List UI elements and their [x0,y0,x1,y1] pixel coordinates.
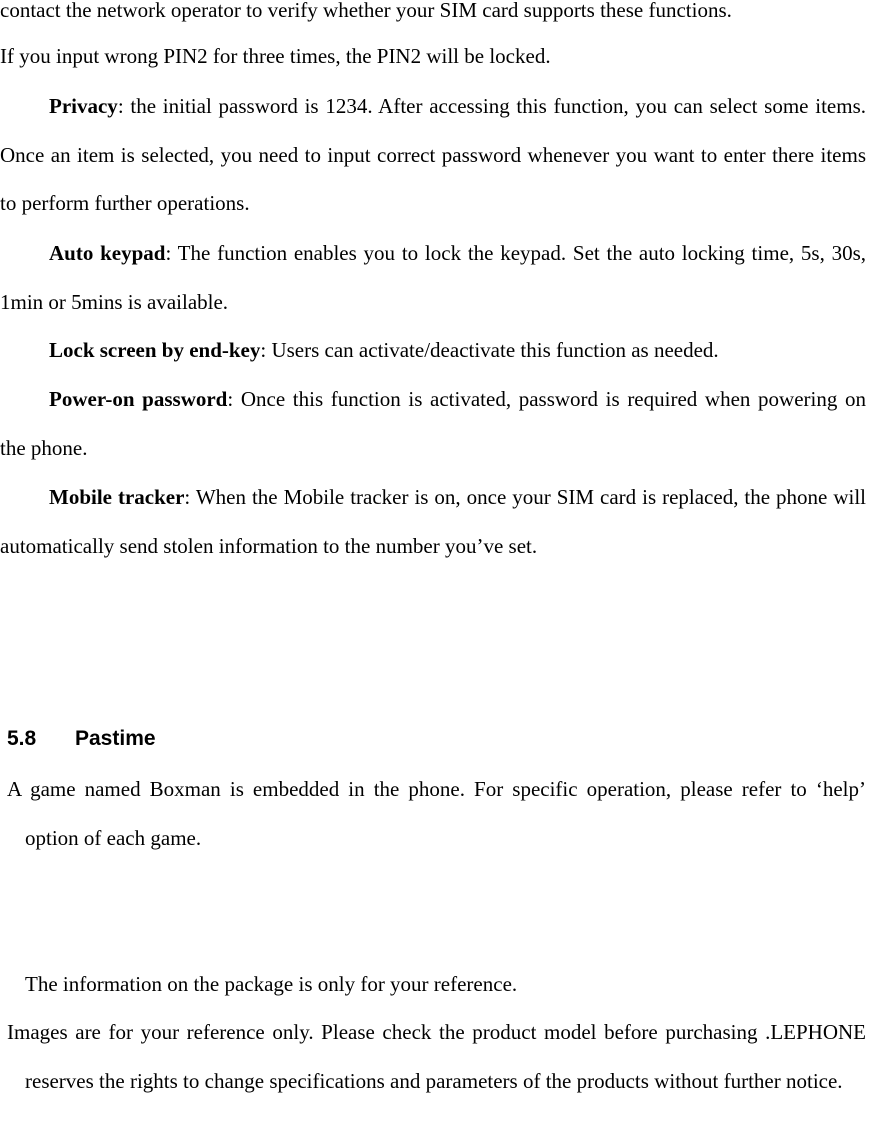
item-term: Privacy [49,94,118,118]
item-term: Lock screen by end-key [49,338,261,362]
item-term: Auto keypad [49,241,166,265]
section-body: A game named Boxman is embedded in the phone. For specific operation, please refer to ‘help’ option of each game. [7,777,866,850]
section-title: Pastime [75,727,156,750]
item-text: : the initial password is 1234. After accessing this function, you can select some items. Once an item is selected, you need to input correct password whenever you want to enter there items to perform further operations. [0,94,866,215]
intro-line-2: If you input wrong PIN2 for three times, the PIN2 will be locked. [0,44,551,68]
item-term: Power-on password [49,387,228,411]
section-heading [7,725,156,753]
item-text: : When the Mobile tracker is on, once your SIM card is replaced, the phone will automatically send stolen information to the number you’ve set. [0,485,866,558]
notice-line: The information on the package is only for your reference. [25,972,518,996]
item-power-on-password [0,375,866,472]
notice-paragraph: Images are for your reference only. Please check the product model before purchasing .LEPHONE reserves the rights to change specifications and parameters of the products without further notice. [7,1020,866,1093]
intro-line-1: contact the network operator to verify whether your SIM card supports these functions. [0,0,732,22]
item-text: : Users can activate/deactivate this function as needed. [260,338,719,362]
item-text: : The function enables you to lock the keypad. Set the auto locking time, 5s, 30s, 1min or 5mins is available. [0,241,866,314]
item-privacy [0,82,866,228]
item-mobile-tracker [0,473,866,570]
section-number: 5.8 [7,727,37,750]
item-auto-keypad [0,229,866,326]
item-term: Mobile tracker [49,485,185,509]
item-lock-screen [0,326,866,375]
item-text: : Once this function is activated, password is required when powering on the phone. [0,387,866,460]
